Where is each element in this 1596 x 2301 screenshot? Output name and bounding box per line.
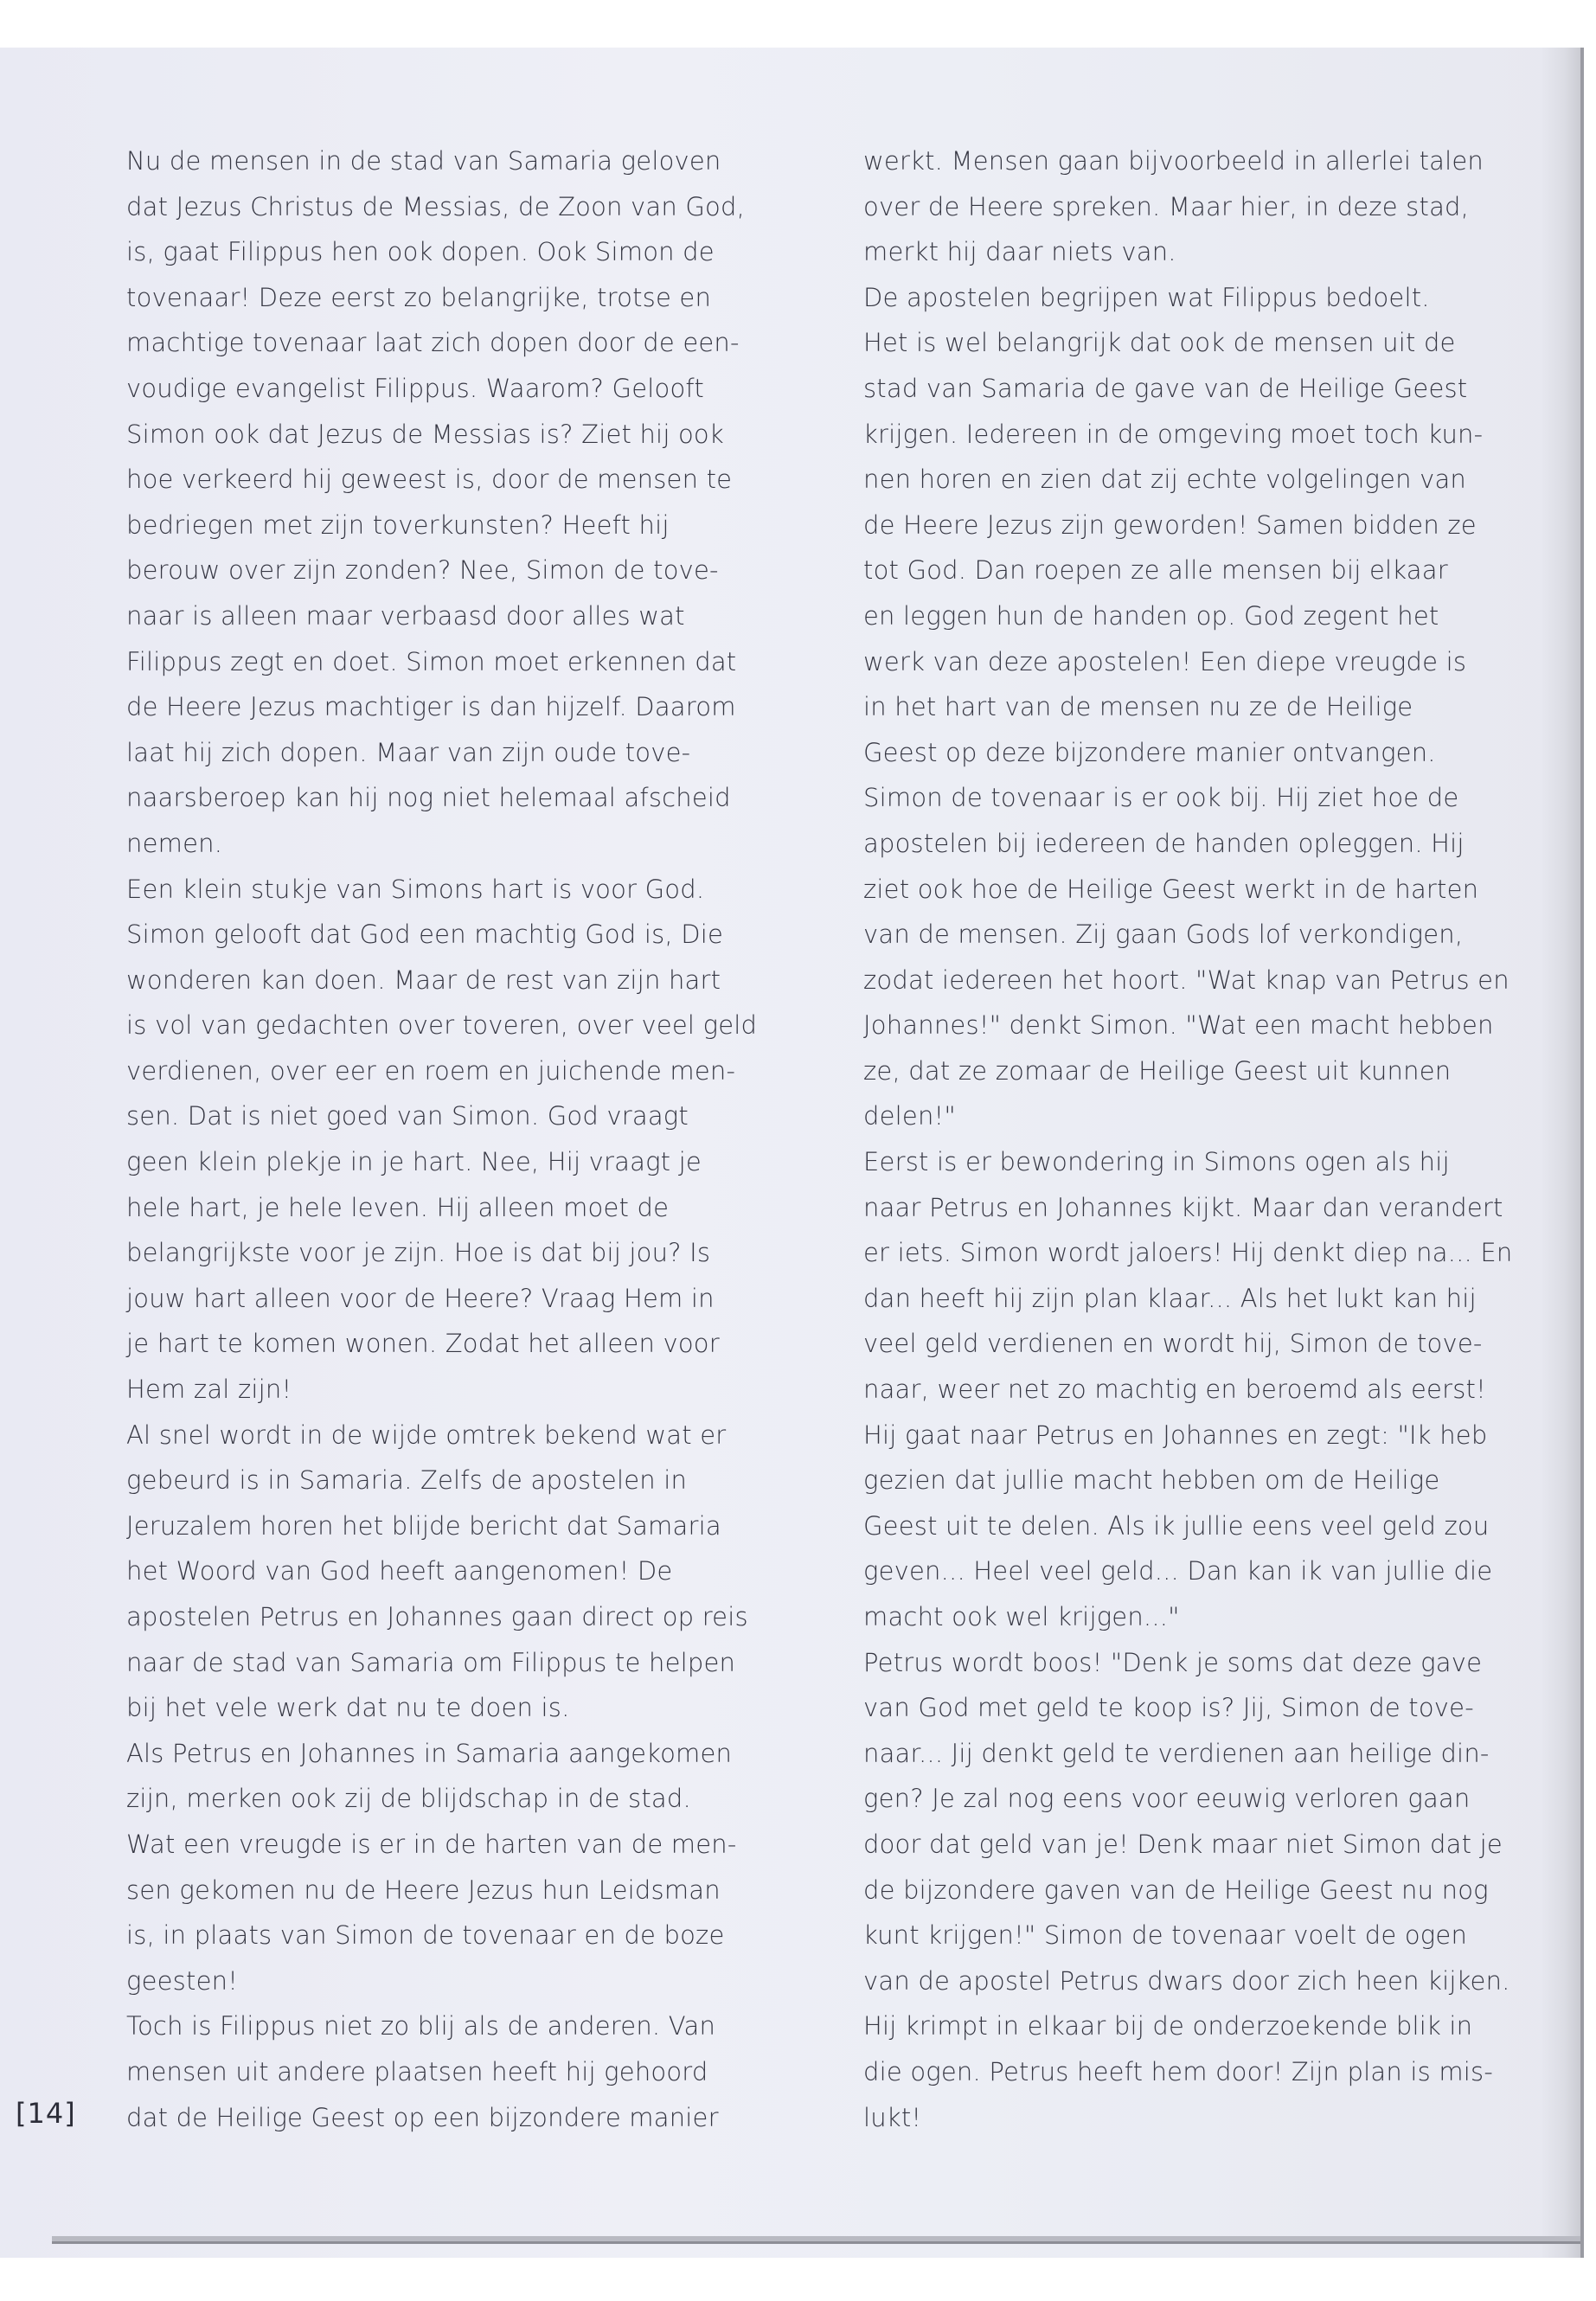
text-line: hele hart, je hele leven. Hij alleen moet de (126, 1192, 670, 1222)
text-line: verdienen, over eer en roem en juichende men- (126, 1055, 736, 1086)
text-line: naar is alleen maar verbaasd door alles wat (126, 600, 685, 631)
text-line: het Woord van God heeft aangenomen! De (126, 1556, 673, 1586)
text-line: macht ook wel krijgen..." (863, 1602, 1180, 1631)
text-line: De apostelen begrijpen wat Filippus bedoelt. (863, 282, 1430, 312)
text-line: sen. Dat is niet goed van Simon. God vraagt (126, 1101, 689, 1131)
text-line: Simon gelooft dat God een machtig God is, Die (126, 920, 724, 950)
text-line: over de Heere spreken. Maar hier, in deze stad, (863, 191, 1470, 221)
text-line: bedriegen met zijn toverkunsten? Heeft hij (126, 510, 670, 540)
text-line: naar de stad van Samaria om Filippus te helpen (126, 1647, 736, 1677)
text-line: dat de Heilige Geest op een bijzondere manier (126, 2102, 719, 2132)
text-line: Hij krimpt in elkaar bij de onderzoekende blik in (863, 2011, 1473, 2041)
text-line: ze, dat ze zomaar de Heilige Geest uit kunnen (863, 1055, 1452, 1086)
text-line: naarsberoep kan hij nog niet helemaal afscheid (126, 783, 731, 813)
text-line: geven... Heel veel geld... Dan kan ik van jullie die (863, 1556, 1493, 1586)
text-line: lukt! (863, 2102, 922, 2132)
text-line: Simon ook dat Jezus de Messias is? Ziet hij ook (126, 419, 724, 449)
text-line: merkt hij daar niets van. (863, 237, 1176, 267)
text-line: zodat iedereen het hoort. "Wat knap van Petrus en (863, 965, 1509, 995)
text-line: dan heeft hij zijn plan klaar... Als het lukt kan hij (863, 1283, 1477, 1313)
text-line: stad van Samaria de gave van de Heilige Geest (863, 373, 1468, 403)
text-line: apostelen bij iedereen de handen opleggen. Hij (863, 828, 1465, 858)
text-line: is vol van gedachten over toveren, over veel geld (126, 1010, 758, 1041)
left-text-column (126, 138, 758, 2140)
text-line: de Heere Jezus machtiger is dan hijzelf. Daarom (126, 692, 736, 722)
text-line: die ogen. Petrus heeft hem door! Zijn plan is mis- (863, 2056, 1494, 2086)
text-line: wonderen kan doen. Maar de rest van zijn hart (126, 965, 721, 995)
text-line: nen horen en zien dat zij echte volgelingen van (863, 465, 1467, 495)
text-line: Geest op deze bijzondere manier ontvangen. (863, 737, 1436, 767)
text-line: zijn, merken ook zij de blijdschap in de stad. (126, 1784, 691, 1814)
text-line: Eerst is er bewondering in Simons ogen als hij (863, 1147, 1450, 1177)
text-line: krijgen. Iedereen in de omgeving moet toch kun- (863, 419, 1484, 449)
text-line: Nu de mensen in de stad van Samaria geloven (126, 146, 721, 176)
text-line: Wat een vreugde is er in de harten van de men- (126, 1829, 737, 1859)
text-line: Petrus wordt boos! "Denk je soms dat deze gave (863, 1647, 1483, 1677)
text-line: berouw over zijn zonden? Nee, Simon de tove- (126, 555, 719, 586)
text-line: werk van deze apostelen! Een diepe vreugde is (863, 646, 1467, 676)
text-line: Al snel wordt in de wijde omtrek bekend wat er (126, 1420, 727, 1450)
text-line: door dat geld van je! Denk maar niet Simon dat je (863, 1829, 1503, 1859)
text-line: en leggen hun de handen op. God zegent het (863, 600, 1439, 631)
text-line: gen? Je zal nog eens voor eeuwig verloren gaan (863, 1784, 1471, 1814)
text-line: mensen uit andere plaatsen heeft hij gehoord (126, 2056, 708, 2086)
text-line: van de apostel Petrus dwars door zich heen kijken. (863, 1965, 1510, 1996)
text-line: van God met geld te koop is? Jij, Simon de tove- (863, 1693, 1474, 1723)
text-line: bij het vele werk dat nu te doen is. (126, 1693, 570, 1723)
text-line: Toch is Filippus niet zo blij als de anderen. Van (126, 2011, 716, 2041)
text-line: belangrijkste voor je zijn. Hoe is dat bij jou? Is (126, 1238, 711, 1268)
text-line: geen klein plekje in je hart. Nee, Hij vraagt je (126, 1147, 702, 1177)
text-line: laat hij zich dopen. Maar van zijn oude tove- (126, 737, 691, 767)
text-line: naar Petrus en Johannes kijkt. Maar dan verandert (863, 1192, 1503, 1222)
text-line: gezien dat jullie macht hebben om de Heilige (863, 1465, 1440, 1496)
text-line: geesten! (126, 1965, 239, 1996)
text-line: Filippus zegt en doet. Simon moet erkennen dat (126, 646, 737, 676)
text-line: in het hart van de mensen nu ze de Heilige (863, 692, 1413, 722)
page-gutter-shadow (1540, 48, 1580, 2258)
text-line: je hart te komen wonen. Zodat het alleen voor (126, 1329, 720, 1359)
text-line: Simon de tovenaar is er ook bij. Hij ziet hoe de (863, 783, 1459, 813)
text-line: Johannes!" denkt Simon. "Wat een macht hebben (863, 1010, 1494, 1041)
text-line: Geest uit te delen. Als ik jullie eens veel geld zou (863, 1510, 1490, 1541)
text-line: Hij gaat naar Petrus en Johannes en zegt: "Ik heb (863, 1420, 1488, 1450)
text-line: dat Jezus Christus de Messias, de Zoon van God, (126, 191, 746, 221)
text-line: is, in plaats van Simon de tovenaar en de boze (126, 1920, 725, 1951)
text-line: de bijzondere gaven van de Heilige Geest nu nog (863, 1875, 1489, 1905)
page-number: [14] (16, 2097, 76, 2130)
text-line: machtige tovenaar laat zich dopen door de een- (126, 328, 740, 358)
text-line: van de mensen. Zij gaan Gods lof verkondigen, (863, 920, 1464, 950)
text-line: is, gaat Filippus hen ook dopen. Ook Simon de (126, 237, 715, 267)
text-line: naar, weer net zo machtig en beroemd als eerst! (863, 1375, 1486, 1405)
text-line: naar... Jij denkt geld te verdienen aan heilige din- (863, 1738, 1490, 1768)
text-line: ziet ook hoe de Heilige Geest werkt in de harten (863, 874, 1479, 904)
text-line: werkt. Mensen gaan bijvoorbeeld in allerlei talen (863, 146, 1484, 176)
text-line: Hem zal zijn! (126, 1375, 292, 1405)
text-line: sen gekomen nu de Heere Jezus hun Leidsman (126, 1875, 721, 1905)
text-line: gebeurd is in Samaria. Zelfs de apostelen in (126, 1465, 688, 1496)
text-line: de Heere Jezus zijn geworden! Samen bidden ze (863, 510, 1477, 540)
text-line: voudige evangelist Filippus. Waarom? Gelooft (126, 373, 704, 403)
text-line: tovenaar! Deze eerst zo belangrijke, trotse en (126, 282, 712, 312)
page-right-edge (1580, 48, 1584, 2258)
text-line: jouw hart alleen voor de Heere? Vraag Hem in (126, 1283, 715, 1313)
text-line: veel geld verdienen en wordt hij, Simon de tove- (863, 1329, 1483, 1359)
text-line: Als Petrus en Johannes in Samaria aangekomen (126, 1738, 733, 1768)
text-line: apostelen Petrus en Johannes gaan direct op reis (126, 1602, 748, 1631)
text-line: tot God. Dan roepen ze alle mensen bij elkaar (863, 555, 1448, 586)
text-line: Een klein stukje van Simons hart is voor God. (126, 874, 705, 904)
text-line: Jeruzalem horen het blijde bericht dat Samaria (126, 1510, 721, 1541)
text-line: delen!" (863, 1101, 956, 1131)
text-line: kunt krijgen!" Simon de tovenaar voelt de ogen (863, 1920, 1468, 1951)
right-text-column (863, 138, 1513, 2140)
page-bottom-edge-line (52, 2241, 1580, 2244)
text-line: hoe verkeerd hij geweest is, door de mensen te (126, 465, 733, 495)
text-line: er iets. Simon wordt jaloers! Hij denkt diep na... En (863, 1238, 1513, 1268)
text-line: nemen. (126, 828, 223, 858)
text-line: Het is wel belangrijk dat ook de mensen uit de (863, 328, 1456, 358)
